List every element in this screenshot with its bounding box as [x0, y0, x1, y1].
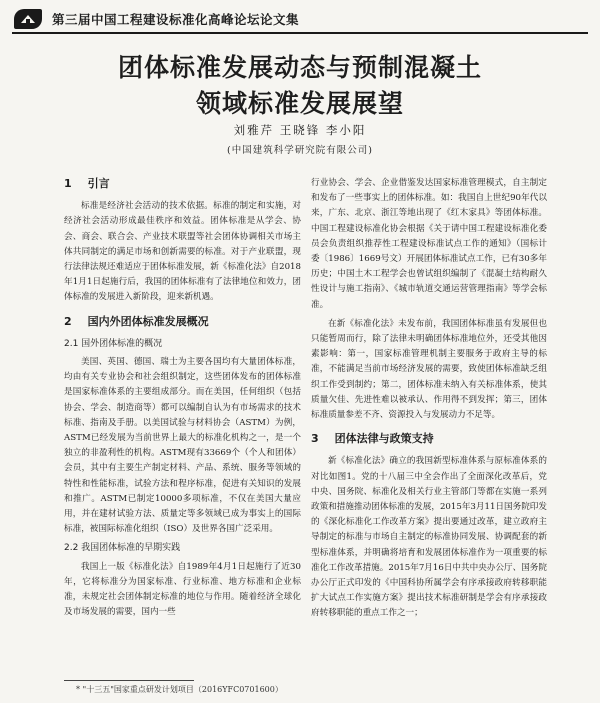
- article-title-line2: 领域标准发展展望: [195, 89, 404, 118]
- authors: 刘雅芹 王晓锋 李小阳: [233, 123, 367, 137]
- footnote-divider: [64, 680, 194, 681]
- section-heading-3: [311, 431, 547, 446]
- affiliation: (中国建筑科学研究院有限公司): [227, 145, 373, 156]
- subsection-heading-2-1: 2.1 国外团体标准的概况: [64, 338, 163, 349]
- paragraph: 行业协会、学会、企业借鉴发达国家标准管理模式，自主制定和发布了一些事实上的团体标准。如：我国自上世纪90年代以来，广东、北京、浙江等地出现了《红木家具》等团体标准。中国工程建设标准化协会根据《关于请中国工程建设标准化委员会负责组织推荐性工程建设标准试点工作的通知》（国标计委〔1986〕1669号文）开展团体标准试点工作，已有30多年历史；中国土木工程学会也曾试组织编制了《混凝土结构耐久性设计与施工指南》、《城市轨道交通运营管理指南》等学会标准。: [311, 178, 547, 310]
- section-title: 引言: [87, 177, 110, 190]
- section-heading-2: [64, 314, 301, 329]
- right-column: [311, 176, 547, 626]
- section-number: 3: [311, 432, 319, 446]
- paragraph: 我国上一版《标准化法》自1989年4月1日起施行了近30年，它将标准分为国家标准、行业标准、地方标准和企业标准，未规定社会团体制定标准的地位与作用。随着经济全球化及市场发展的需要，国内一些: [64, 561, 301, 618]
- section-title: 国内外团体标准发展概况: [87, 314, 209, 328]
- section-title: 团体法律与政策支持: [334, 432, 434, 446]
- footnote-text: "十三五"国家重点研发计划项目（2016YFC0701600）: [82, 685, 283, 694]
- left-column: [64, 176, 301, 624]
- paragraph: 美国、英国、德国、瑞士为主要各国均有大量团体标准，均由有关专业协会和社会组织制定，这些团体发布的团体标准是国家标准体系的主要组成部分。而在美国，任何组织（包括协会、学会、制造商等）都可以编制自认为有市场需求的技术标准、指南及手册。以美国试验与材料协会（ASTM）为例，ASTM已经发展为当前世界上最大的标准化机构之一，是一个独立的非盈利性的机构。ASTM现有33669个（个人和团体）会员，其中有主要生产制定材料、产品、系统、服务等领域的特性和性能标准，试验方法和程序标准，促进有关知识的发展和推广。ASTM已制定10000多项标准，不仅在美国大量应用，并在建材试验方法、质量定等多领域已成为事实上的国际标准，被国际标准化组织（ISO）及世界各国广泛采用。: [64, 357, 301, 535]
- publisher-logo-icon: [14, 9, 42, 29]
- section-number: 1: [64, 177, 72, 190]
- header-divider: [12, 32, 588, 34]
- paragraph: 标准是经济社会活动的技术依据。标准的制定和实施，对经济社会活动形成最佳秩序和效益。团体标准是从学会、协会、商会、联合会、产业技术联盟等社会团体协调相关市场主体共同制定的满足市场和创新需要的标准。对于产业联盟，现行法律法规还难适应于团体标准发展，新《标准化法》自2018年1月1日起施行后，我国的团体标准有了法律地位和效力，团体标准的发展进入新阶段，迎来新机遇。: [64, 201, 301, 303]
- section-heading-1: [64, 176, 301, 191]
- article-title-line1: 团体标准发展动态与预制混凝土: [117, 53, 482, 82]
- paragraph: 新《标准化法》确立的我国新型标准体系与原标准体系的对比如图1。党的十八届三中全会作出了全面深化改革后，党中央、国务院、标准化及相关行业主管部门等都在实施一系列政策和措施推动团体标准的发展，2015年3月11日国务院印发的《深化标准化工作改革方案》提出要通过改革，建立政府主导制定的标准与市场自主制定的标准协同发展、协调配套的新型标准体系，并明确将培育和发展团体标准作为一项重要的标准化工作改革措施。2015年7月16日中共中央办公厅、国务院办公厅正式印发的《中国科协所属学会有序承接政府转移职能扩大试点工作实施方案》提出技术标准研制是学会有序承接政府转移职能的重点工作之一；: [311, 456, 547, 619]
- running-header: [14, 8, 586, 30]
- footnote-marker: *: [76, 685, 80, 694]
- section-number: 2: [64, 314, 72, 328]
- paragraph: 在新《标准化法》未发布前，我国团体标准虽有发展但也只能暂周而行，除了法律未明确团体标准地位外，还受其他因素影响：第一，国家标准管理机制主要服务于政府主导的标准，不能满足当前市场经济发展的需要，致使团体标准缺乏组织工作受到制约；第二，团体标准未纳入有关标准体系，使其质量欠佳、先进性难以被承认、作用得不到发挥；第三，团体标准质量参差不齐、资源投入与发展动力不足等。: [311, 318, 547, 421]
- footnote: [76, 684, 283, 695]
- header-title: 第三届中国工程建设标准化高峰论坛论文集: [52, 12, 300, 27]
- subsection-heading-2-2: 2.2 我国团体标准的早期实践: [64, 543, 181, 554]
